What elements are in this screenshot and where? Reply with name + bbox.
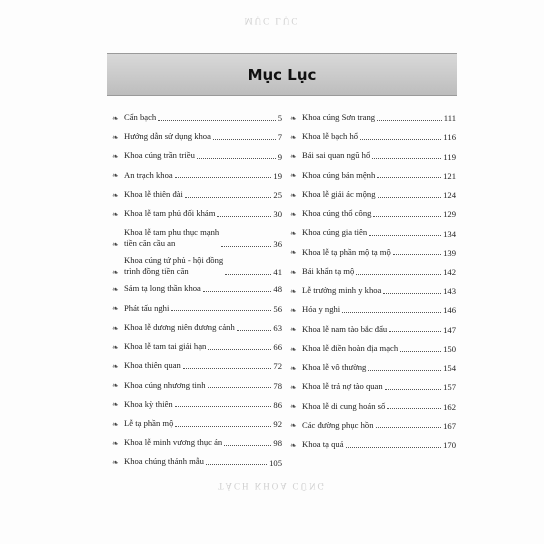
dot-leader [197, 158, 276, 159]
scroll-bullet-icon: ❧ [290, 421, 297, 431]
toc-entry-page: 48 [273, 284, 282, 295]
toc-entry-page: 19 [273, 170, 282, 181]
toc-entry-title: Hóa y nghi [302, 304, 341, 315]
toc-entry-page: 111 [443, 113, 456, 124]
toc-entry [112, 189, 282, 200]
toc-entry-page: 105 [269, 457, 282, 468]
scroll-bullet-icon: ❧ [290, 306, 297, 316]
scroll-bullet-icon: ❧ [112, 381, 119, 391]
dot-leader [217, 216, 271, 217]
scroll-bullet-icon: ❧ [290, 286, 297, 296]
toc-entry [290, 131, 456, 142]
toc-entry [290, 150, 456, 161]
dot-leader [383, 293, 441, 294]
scroll-bullet-icon: ❧ [112, 209, 119, 219]
scroll-bullet-icon: ❧ [290, 383, 297, 393]
toc-entry-title: Bái sai quan ngũ hổ [302, 150, 371, 161]
toc-entry [112, 437, 282, 448]
dot-leader [183, 368, 272, 369]
scroll-bullet-icon: ❧ [290, 113, 297, 123]
scroll-bullet-icon: ❧ [290, 190, 297, 200]
toc-entry-title: Khoa cúng Sơn trang [302, 112, 376, 122]
scroll-bullet-icon: ❧ [290, 402, 297, 412]
toc-entry [290, 420, 456, 431]
scroll-bullet-icon: ❧ [112, 438, 119, 448]
toc-entry [290, 362, 456, 373]
toc-entry-title: Khoa lễ bạch hổ [302, 131, 359, 142]
toc-entry [290, 439, 456, 450]
toc-entry [290, 304, 456, 315]
toc-entry [112, 322, 282, 333]
toc-entry-page: 147 [443, 324, 456, 335]
dot-leader [378, 197, 442, 198]
toc-entry [112, 131, 282, 142]
scroll-bullet-icon: ❧ [112, 239, 119, 249]
scroll-bullet-icon: ❧ [290, 209, 297, 219]
dot-leader [208, 349, 271, 350]
toc-entry-title: Hướng dẫn sử dụng khoa [124, 131, 211, 142]
toc-column-left [112, 112, 282, 476]
toc-entry-title: Khoa lễ tam phu thục mạnh tiền căn cầu an [124, 227, 220, 249]
toc-entry-title: Phát tấu nghi [124, 302, 170, 313]
dot-leader [342, 312, 441, 313]
toc-entry-title: Khoa tạ quả [302, 438, 344, 449]
toc-entry-page: 143 [443, 286, 456, 297]
toc-entry-page: 72 [273, 361, 282, 372]
scroll-bullet-icon: ❧ [290, 248, 297, 258]
dot-leader [372, 158, 441, 159]
dot-leader [377, 120, 442, 121]
dot-leader [175, 406, 272, 407]
toc-entry-title: Khoa lễ dương niên đương cảnh [124, 321, 235, 332]
scroll-bullet-icon: ❧ [112, 113, 119, 123]
toc-entry [112, 227, 282, 248]
toc-entry-title: Khoa lễ giải ác mộng [302, 188, 376, 199]
dot-leader [346, 447, 442, 448]
scroll-bullet-icon: ❧ [112, 362, 119, 372]
dot-leader [175, 177, 272, 178]
toc-entry-title: Khoa lễ minh vương thục án [124, 437, 223, 448]
toc-entry-title: Khoa cúng bản mệnh [302, 169, 376, 180]
toc-entry-page: 30 [273, 209, 282, 220]
toc-entry [112, 418, 282, 429]
scroll-bullet-icon: ❧ [112, 400, 119, 410]
scroll-bullet-icon: ❧ [112, 171, 119, 181]
toc-entry-title: Khoa lễ di cung hoán số [302, 400, 386, 411]
scroll-bullet-icon: ❧ [290, 363, 297, 373]
scroll-bullet-icon: ❧ [290, 344, 297, 354]
toc-entry-page: 66 [273, 342, 282, 353]
toc-entry-title: Khoa lễ tạ phần mộ tạ mộ [302, 246, 391, 257]
heading-banner [107, 53, 457, 96]
toc-entry-page: 170 [443, 440, 456, 451]
bleed-through-text-top: MỤC LỤC [244, 16, 300, 26]
bleed-through-text-bottom: TÁCH KHOA CŨNG [217, 481, 326, 491]
toc-entry [290, 170, 456, 181]
toc-entry-page: 36 [273, 239, 282, 250]
toc-entry-title: Cẩn bạch [124, 112, 157, 122]
scroll-bullet-icon: ❧ [290, 132, 297, 142]
toc-entry [290, 324, 456, 335]
toc-entry-title: Sám tạ long thần khoa [124, 283, 201, 294]
scroll-bullet-icon: ❧ [112, 323, 119, 333]
toc-entry [112, 255, 282, 276]
toc-entry [290, 227, 456, 238]
toc-entry-page: 92 [273, 419, 282, 430]
toc-entry-page: 7 [277, 132, 282, 143]
scroll-bullet-icon: ❧ [112, 419, 119, 429]
dot-leader [225, 274, 271, 275]
dot-leader [360, 139, 441, 140]
toc-entry [112, 380, 282, 391]
toc-entry [290, 401, 456, 412]
toc-entry-page: 5 [277, 113, 282, 124]
scroll-bullet-icon: ❧ [112, 190, 119, 200]
dot-leader [203, 291, 272, 292]
page-title: Mục Lục [247, 65, 317, 84]
toc-entry [290, 266, 456, 277]
toc-entry-page: 63 [273, 322, 282, 333]
dot-leader [369, 235, 441, 236]
toc-entry-title: Khoa cúng tứ phủ - hội đồng trình đồng tiền căn [124, 255, 224, 277]
toc-entry-title: Khoa cúng nhương tinh [124, 379, 206, 390]
dot-leader [368, 370, 441, 371]
toc-entry [290, 381, 456, 392]
dot-leader [213, 139, 276, 140]
toc-entry-title: Khoa cúng trần triều [124, 150, 195, 161]
toc-entry-title: Khoa lễ tam phủ đối khám [124, 208, 216, 219]
toc-entry-title: Khoa lễ vô thường [302, 362, 367, 373]
toc-entry-page: 98 [273, 438, 282, 449]
toc-entry [290, 112, 456, 123]
toc-entry-title: Khoa cúng gia tiên [302, 227, 368, 238]
toc-column-right [290, 112, 456, 458]
toc-entry-page: 162 [443, 401, 456, 412]
dot-leader [224, 445, 271, 446]
toc-entry-page: 167 [443, 420, 456, 431]
toc-entry-page: 121 [443, 170, 456, 181]
scroll-bullet-icon: ❧ [290, 229, 297, 239]
scroll-bullet-icon: ❧ [112, 304, 119, 314]
toc-entry-title: Bái khẩn tạ mộ [302, 265, 355, 276]
dot-leader [389, 331, 441, 332]
toc-entry-title: Khoa lễ điền hoàn địa mạch [302, 342, 399, 353]
toc-entry-page: 9 [277, 151, 282, 162]
toc-entry [112, 399, 282, 410]
toc-entry-page: 150 [443, 343, 456, 354]
toc-entry [112, 303, 282, 314]
toc-entry-page: 116 [443, 132, 456, 143]
toc-entry-title: Lễ tạ phần mộ [124, 417, 174, 428]
scroll-bullet-icon: ❧ [112, 458, 119, 468]
dot-leader [387, 408, 441, 409]
toc-entry-page: 134 [443, 228, 456, 239]
toc-entry [112, 456, 282, 467]
toc-entry-title: Khoa thiên quan [124, 360, 181, 371]
dot-leader [237, 330, 272, 331]
dot-leader [185, 197, 271, 198]
toc-entry-title: Khoa lễ trả nợ tào quan [302, 381, 383, 392]
dot-leader [356, 274, 441, 275]
scroll-bullet-icon: ❧ [112, 267, 119, 277]
scroll-bullet-icon: ❧ [290, 267, 297, 277]
toc-entry-page: 86 [273, 399, 282, 410]
dot-leader [175, 426, 271, 427]
dot-leader [377, 177, 441, 178]
dot-leader [373, 216, 441, 217]
scroll-bullet-icon: ❧ [112, 342, 119, 352]
toc-entry-page: 119 [443, 151, 456, 162]
toc-entry [290, 343, 456, 354]
toc-entry-page: 41 [273, 267, 282, 278]
dot-leader [385, 389, 441, 390]
toc-entry-title: Các đường phục hồn [302, 419, 374, 430]
toc-entry [290, 285, 456, 296]
toc-entry-page: 139 [443, 247, 456, 258]
dot-leader [208, 387, 272, 388]
toc-entry [112, 208, 282, 219]
dot-leader [206, 464, 267, 465]
toc-entry [290, 247, 456, 258]
toc-entry-title: Khoa chúng thánh mẫu [124, 456, 204, 467]
toc-entry-page: 56 [273, 303, 282, 314]
dot-leader [171, 310, 271, 311]
toc-entry [290, 189, 456, 200]
toc-entry-title: Khoa kỳ thiên [124, 398, 173, 409]
toc-entry-title: Lễ trưởng minh y khoa [302, 285, 382, 296]
toc-entry-page: 154 [443, 363, 456, 374]
toc-entry-page: 142 [443, 267, 456, 278]
toc-entry-page: 124 [443, 190, 456, 201]
toc-entry [112, 170, 282, 181]
scroll-bullet-icon: ❧ [290, 152, 297, 162]
toc-entry [112, 360, 282, 371]
toc-entry-page: 25 [273, 190, 282, 201]
scroll-bullet-icon: ❧ [290, 171, 297, 181]
toc-entry-title: Khoa lễ nam tào bắc đẩu [302, 323, 388, 334]
toc-entry [290, 208, 456, 219]
toc-entry [112, 341, 282, 352]
scroll-bullet-icon: ❧ [112, 285, 119, 295]
dot-leader [393, 254, 441, 255]
toc-entry-page: 129 [443, 209, 456, 220]
scroll-bullet-icon: ❧ [290, 325, 297, 335]
toc-entry [112, 150, 282, 161]
dot-leader [158, 120, 275, 121]
toc-entry-page: 157 [443, 382, 456, 393]
toc-entry-page: 78 [273, 380, 282, 391]
scroll-bullet-icon: ❧ [290, 440, 297, 450]
toc-entry-title: Khoa cúng thổ công [302, 208, 372, 219]
toc-entry [112, 112, 282, 123]
dot-leader [221, 246, 271, 247]
toc-entry-page: 146 [443, 305, 456, 316]
scroll-bullet-icon: ❧ [112, 152, 119, 162]
toc-entry-title: An trạch khoa [124, 169, 173, 180]
toc-entry-title: Khoa lễ thiên đài [124, 188, 183, 199]
toc-entry [112, 283, 282, 294]
dot-leader [376, 427, 442, 428]
dot-leader [400, 351, 441, 352]
toc-entry-title: Khoa lễ tam tai giải hạn [124, 341, 207, 352]
scroll-bullet-icon: ❧ [112, 132, 119, 142]
